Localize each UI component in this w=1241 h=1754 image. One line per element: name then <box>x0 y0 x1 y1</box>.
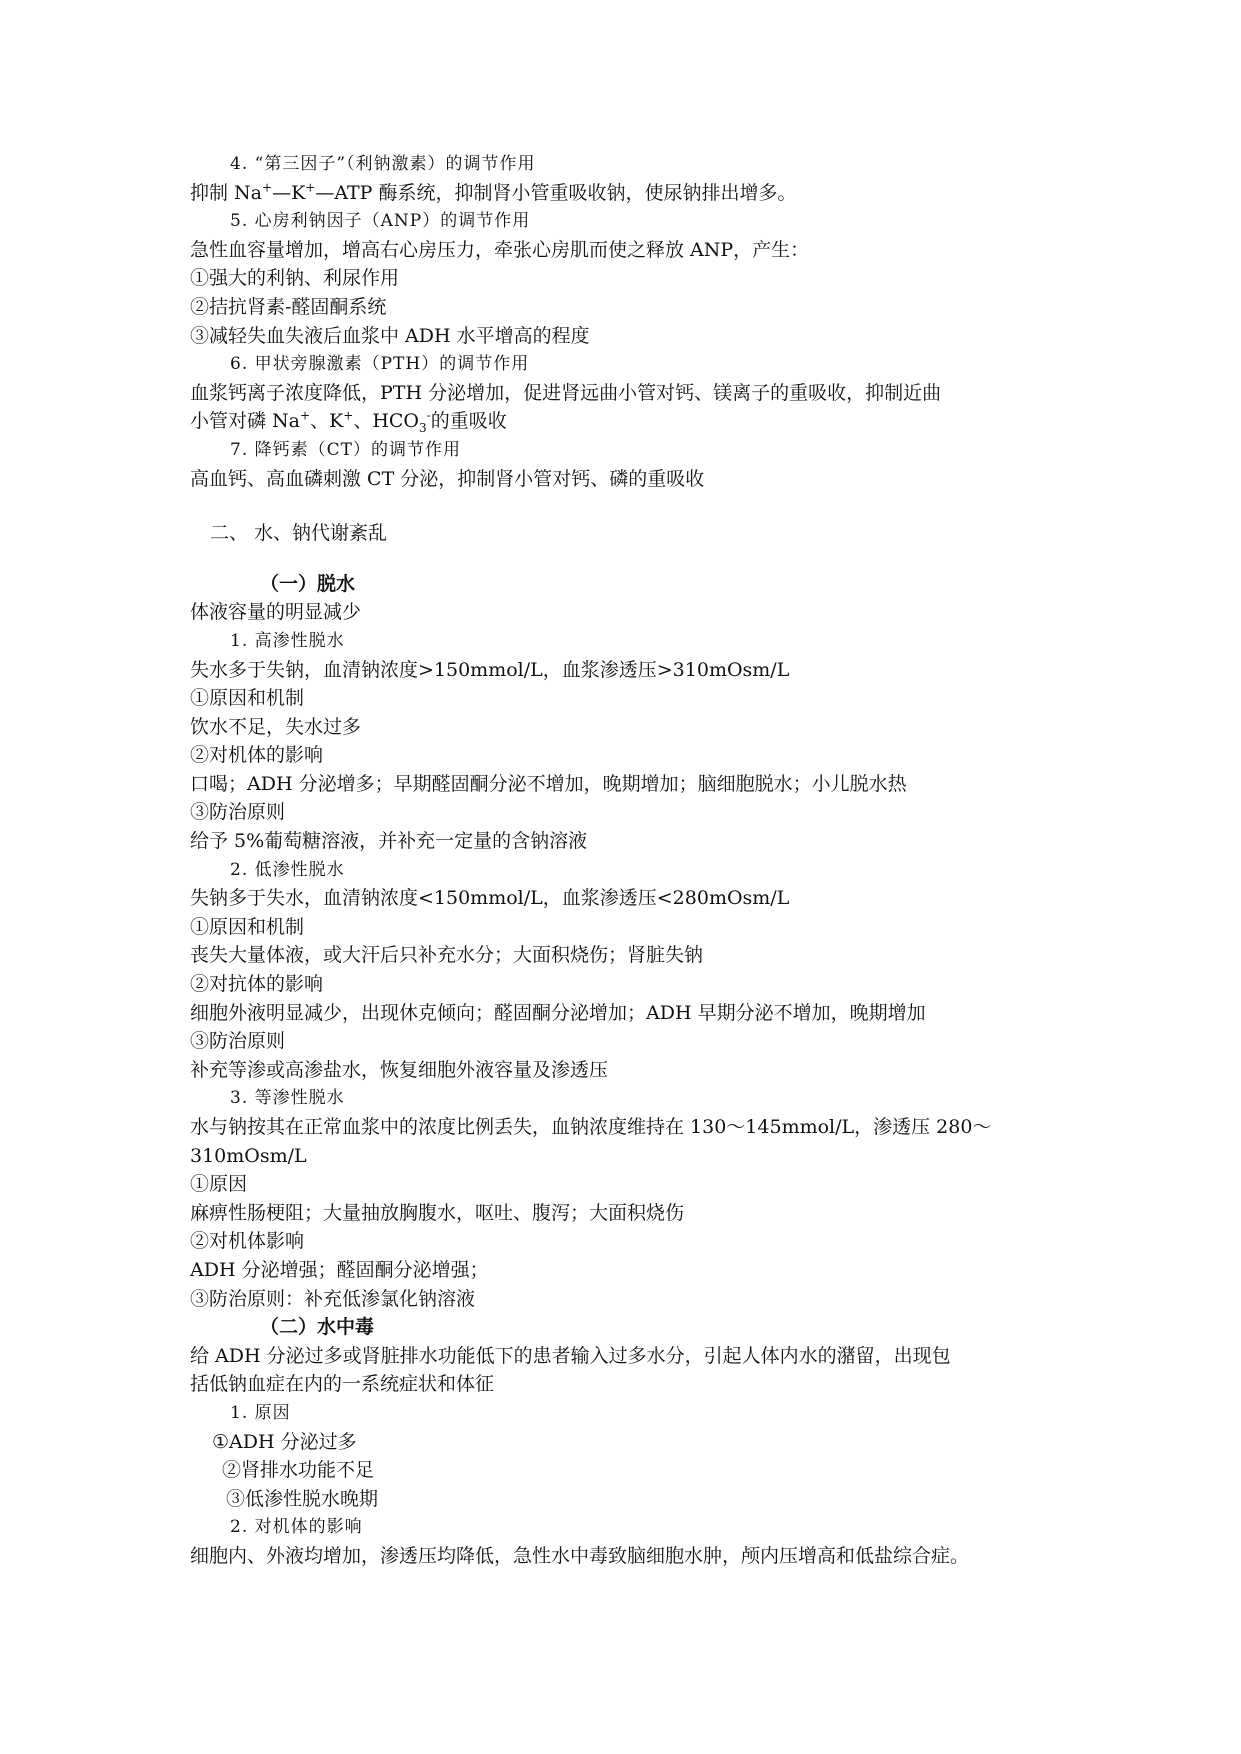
paragraph-line: 给 ADH 分泌过多或肾脏排水功能低下的患者输入过多水分，引起人体内水的潴留，出现包 <box>190 1344 951 1367</box>
subheading-hypertonic: 1. 高渗性脱水 <box>230 630 345 651</box>
list-item: ③防治原则 <box>190 801 286 824</box>
paragraph-line: ADH 分泌增强；醛固酮分泌增强； <box>190 1258 489 1281</box>
paragraph-line: 失水多于失钠，血清钠浓度>150mmol/L，血浆渗透压>310mOsm/L <box>190 658 790 681</box>
paragraph-line: 体液容量的明显减少 <box>190 601 362 624</box>
paragraph-line: 抑制 Na+—K+—ATP 酶系统，抑制肾小管重吸收钠，使尿钠排出增多。 <box>190 180 797 204</box>
list-item: ③减轻失血失液后血浆中 ADH 水平增高的程度 <box>190 324 590 347</box>
paragraph-line: 水与钠按其在正常血浆中的浓度比例丢失，血钠浓度维持在 130～145mmol/L，渗透压 280～ <box>190 1116 992 1138</box>
subheading-effect: 2. 对机体的影响 <box>230 1517 363 1538</box>
spacer <box>190 548 1070 570</box>
paragraph-line: 丧失大量体液，或大汗后只补充水分；大面积烧伤；肾脏失钠 <box>190 944 704 967</box>
list-item: ①原因 <box>190 1173 248 1196</box>
spacer <box>190 493 1070 519</box>
paragraph-line: 给予 5%葡萄糖溶液，并补充一定量的含钠溶液 <box>190 830 588 853</box>
list-item: ②对抗体的影响 <box>190 973 324 996</box>
paragraph-line: 口喝；ADH 分泌增多；早期醛固酮分泌不增加，晚期增加；脑细胞脱水；小儿脱水热 <box>190 772 907 795</box>
paragraph-line: 310mOsm/L <box>190 1144 307 1167</box>
document-body <box>190 150 1070 1571</box>
paragraph-line: 血浆钙离子浓度降低，PTH 分泌增加，促进肾远曲小管对钙、镁离子的重吸收，抑制近曲 <box>190 381 942 404</box>
list-item: ③防治原则 <box>190 1030 286 1053</box>
subheading-hypotonic: 2. 低渗性脱水 <box>230 859 345 880</box>
subheading-cause: 1. 原因 <box>230 1402 291 1423</box>
subheading-third-factor: 4. “第三因子”（利钠激素）的调节作用 <box>230 154 536 174</box>
paragraph-line: 细胞内、外液均增加，渗透压均降低，急性水中毒致脑细胞水肿，颅内压增高和低盐综合症。 <box>190 1544 970 1567</box>
subheading-ct: 7. 降钙素（CT）的调节作用 <box>230 439 461 460</box>
section-heading-water-intoxication: （二）水中毒 <box>260 1316 375 1339</box>
paragraph-line: 小管对磷 Na+、K+、$HCO_3^-$的重吸收 <box>190 409 507 436</box>
list-item: ②肾排水功能不足 <box>222 1459 375 1482</box>
list-item: ②拮抗肾素-醛固酮系统 <box>190 295 387 318</box>
paragraph-line: 饮水不足，失水过多 <box>190 715 362 738</box>
list-item: ②对机体影响 <box>190 1230 305 1253</box>
list-item: ②对机体的影响 <box>190 744 324 767</box>
paragraph-line: 括低钠血症在内的一系统症状和体征 <box>190 1373 495 1396</box>
paragraph-line: 麻痹性肠梗阻；大量抽放胸腹水，呕吐、腹泻；大面积烧伤 <box>190 1201 685 1224</box>
list-item: ③防治原则：补充低渗氯化钠溶液 <box>190 1287 476 1310</box>
subheading-isotonic: 3. 等渗性脱水 <box>230 1088 345 1109</box>
list-item: ①强大的利钠、利尿作用 <box>190 267 400 290</box>
paragraph-line: 细胞外液明显减少，出现休克倾向；醛固酮分泌增加；ADH 早期分泌不增加，晚期增加 <box>190 1001 926 1024</box>
paragraph-line: 高血钙、高血磷刺激 CT 分泌，抑制肾小管对钙、磷的重吸收 <box>190 467 705 490</box>
section-heading-water-sodium: 二、 水、钠代谢紊乱 <box>210 522 388 545</box>
section-heading-dehydration: （一）脱水 <box>260 572 356 595</box>
list-item: ①ADH 分泌过多 <box>212 1430 357 1453</box>
subheading-pth: 6. 甲状旁腺激素（PTH）的调节作用 <box>230 354 530 375</box>
list-item: ①原因和机制 <box>190 915 305 938</box>
subheading-anp: 5. 心房利钠因子（ANP）的调节作用 <box>230 211 531 232</box>
list-item: ①原因和机制 <box>190 687 305 710</box>
list-item: ③低渗性脱水晚期 <box>226 1487 379 1510</box>
paragraph-line: 补充等渗或高渗盐水，恢复细胞外液容量及渗透压 <box>190 1058 609 1081</box>
paragraph-line: 失钠多于失水，血清钠浓度<150mmol/L，血浆渗透压<280mOsm/L <box>190 887 790 910</box>
paragraph-line: 急性血容量增加，增高右心房压力，牵张心房肌而使之释放 ANP，产生： <box>190 238 810 261</box>
